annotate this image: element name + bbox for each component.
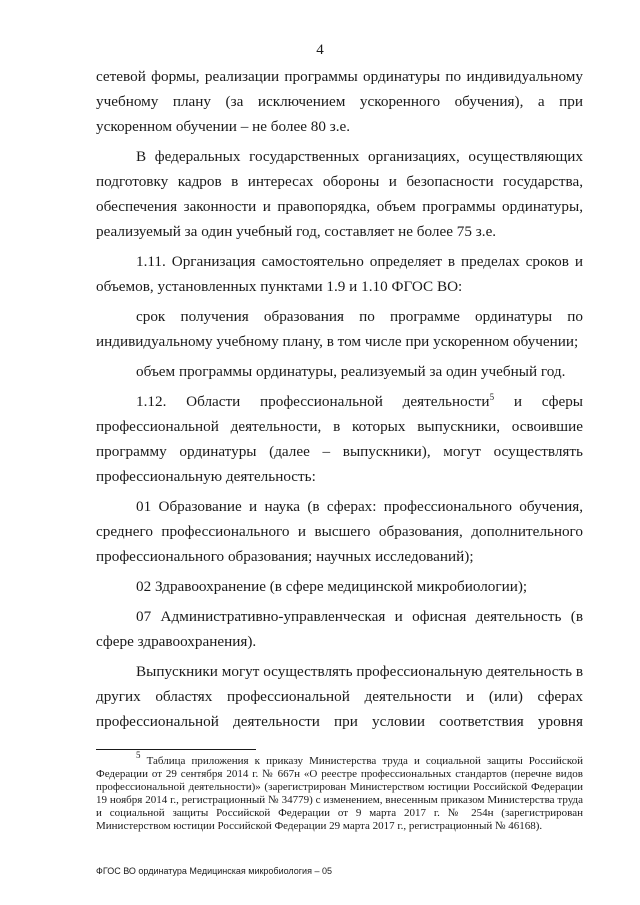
clause-1-12-text-a: 1.12. Области профессиональной деятельности: [136, 393, 490, 410]
item-program-volume: объем программы ординатуры, реализуемый за один учебный год.: [136, 363, 566, 380]
page-footer: ФГОС ВО ординатура Медицинская микробиология – 05: [96, 866, 332, 876]
area-healthcare: 02 Здравоохранение (в сфере медицинской микробиологии);: [136, 578, 528, 595]
paragraph-graduates: Выпускники могут осуществлять профессиональную деятельность в других областях профессиональной деятельности и (или) сферах профессиональной деятельности при условии соответствия уровня: [96, 663, 583, 730]
footnote-mark: 5: [136, 750, 141, 760]
clause-1-11: 1.11. Организация самостоятельно определяет в пределах сроков и объемов, установленных пунктами 1.9 и 1.10 ФГОС ВО:: [96, 253, 583, 295]
area-education-science: 01 Образование и наука (в сферах: профессионального обучения, среднего профессионального и высшего образования, дополнительного профессионального образования; научных исследований);: [96, 498, 583, 565]
paragraph-federal-organizations: В федеральных государственных организациях, осуществляющих подготовку кадров в интересах обороны и безопасности государства, обеспечения законности и правопорядка, объем программы ординатуры, реализуемый за один учебный год, составляет не более 75 з.е.: [96, 148, 583, 240]
footnote-text: Таблица приложения к приказу Министерства труда и социальной защиты Российской Федерации от 29 сентября 2014 г. № 667н «О реестре профессиональных стандартов (перечне видов профессиональной деятельности)» (зарегистрирован Министерством юстиции Российской Федерации 19 ноября 2014 г., регистрационный № 34779) с изменением, внесенным приказом Министерства труда и социальной защиты Российской Федерации от 9 марта 2017 г. № 254н (зарегистрирован Министерством юстиции Российской Федерации 29 марта 2017 г., регистрационный № 46168).: [96, 755, 583, 832]
footnote-reference: 5: [489, 392, 495, 402]
clause-1-12-text-b: и сферы профессиональной деятельности, в которых выпускники, освоившие программу ординатуры (далее – выпускники), могут осуществлять профессиональную деятельность:: [96, 393, 584, 485]
area-administrative: 07 Административно-управленческая и офисная деятельность (в сфере здравоохранения).: [96, 608, 583, 650]
paragraph-continuation: сетевой формы, реализации программы ординатуры по индивидуальному учебному плану (за исключением ускоренного обучения), а при ускоренном обучении – не более 80 з.е.: [96, 68, 583, 135]
page-number: 4: [316, 42, 324, 58]
body-text: [96, 64, 583, 734]
item-study-period: срок получения образования по программе ординатуры по индивидуальному учебному плану, в том числе при ускоренном обучении;: [96, 308, 583, 350]
clause-1-12: [96, 389, 583, 489]
footnote: [96, 750, 583, 833]
